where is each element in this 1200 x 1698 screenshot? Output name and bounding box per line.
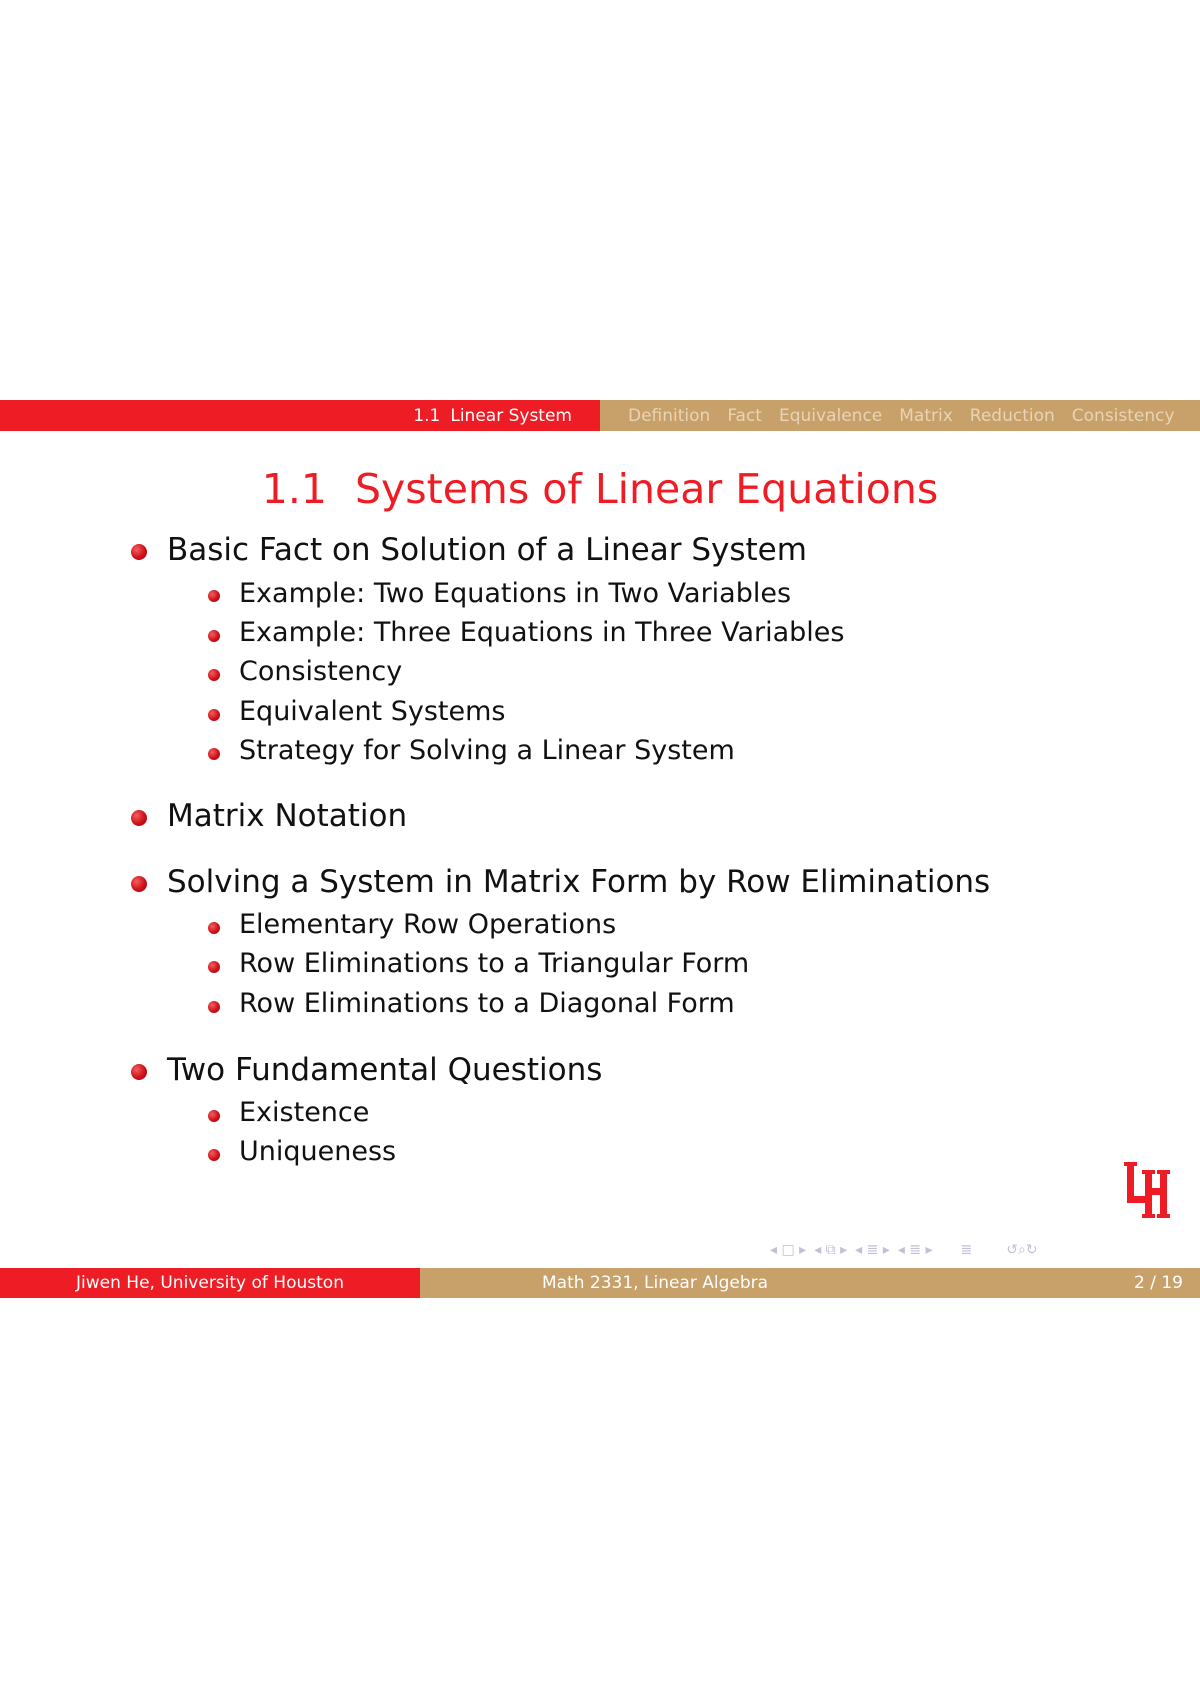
bullet-icon: [208, 1001, 220, 1013]
subsection-matrix[interactable]: Matrix: [899, 405, 953, 426]
nav-search-icon[interactable]: ↺⌕↻: [1006, 1242, 1038, 1258]
bullet-icon: [208, 709, 220, 721]
bullet-icon: [131, 876, 147, 892]
slide-title-text: Systems of Linear Equations: [354, 465, 939, 513]
outline-item: Matrix Notation: [167, 798, 408, 834]
outline-subitem: Example: Three Equations in Three Variables: [239, 617, 845, 648]
outline-item: Solving a System in Matrix Form by Row Eliminations: [167, 864, 991, 900]
footer-page-number: 2 / 19: [1134, 1273, 1183, 1293]
outline-subitem: Strategy for Solving a Linear System: [239, 735, 735, 766]
outline-item: Basic Fact on Solution of a Linear System: [167, 532, 807, 568]
slide-title: [0, 465, 1200, 513]
header-bar: [0, 400, 1200, 431]
bullet-icon: [208, 669, 220, 681]
outline-subitem: Row Eliminations to a Diagonal Form: [239, 988, 735, 1019]
nav-subsection-icon[interactable]: ◂ ⧉ ▸: [814, 1242, 848, 1258]
footer-bar: [0, 1268, 1200, 1298]
outline-subitem: Example: Two Equations in Two Variables: [239, 578, 792, 609]
bullet-icon: [208, 748, 220, 760]
subsection-consistency[interactable]: Consistency: [1071, 405, 1175, 426]
nav-toc-icon[interactable]: ≣: [960, 1242, 973, 1258]
outline-subitem: Existence: [239, 1097, 370, 1128]
nav-section-icon[interactable]: ◂ ≣ ▸: [855, 1242, 890, 1258]
bullet-icon: [208, 961, 220, 973]
footer-right: [420, 1268, 1200, 1298]
bullet-icon: [131, 544, 147, 560]
bullet-icon: [131, 1064, 147, 1080]
subsection-reduction[interactable]: Reduction: [969, 405, 1055, 426]
section-indicator[interactable]: [0, 400, 600, 431]
section-title: Linear System: [450, 405, 572, 426]
subsection-nav: [600, 400, 1200, 431]
bullet-icon: [208, 922, 220, 934]
section-number: 1.1: [413, 405, 441, 426]
bullet-icon: [208, 1149, 220, 1161]
footer-course: Math 2331, Linear Algebra: [542, 1273, 769, 1293]
slide-title-number: 1.1: [261, 465, 327, 513]
uh-logo-icon: [1122, 1160, 1172, 1222]
outline-subitem: Consistency: [239, 656, 403, 687]
bullet-icon: [208, 630, 220, 642]
outline-item: Two Fundamental Questions: [167, 1052, 603, 1088]
bullet-icon: [131, 810, 147, 826]
beamer-navigation: [770, 1240, 1046, 1260]
bullet-icon: [208, 590, 220, 602]
outline-subitem: Elementary Row Operations: [239, 909, 617, 940]
outline-subitem: Equivalent Systems: [239, 696, 506, 727]
nav-frame-icon[interactable]: ◂ □ ▸: [770, 1242, 807, 1258]
subsection-equivalence[interactable]: Equivalence: [778, 405, 883, 426]
footer-author: Jiwen He, University of Houston: [0, 1268, 420, 1298]
bullet-icon: [208, 1110, 220, 1122]
outline-subitem: Uniqueness: [239, 1136, 397, 1167]
slide: [0, 400, 1200, 1300]
subsection-fact[interactable]: Fact: [727, 405, 762, 426]
outline-subitem: Row Eliminations to a Triangular Form: [239, 948, 750, 979]
nav-section-icon[interactable]: ◂ ≣ ▸: [897, 1242, 933, 1258]
subsection-definition[interactable]: Definition: [628, 405, 711, 426]
